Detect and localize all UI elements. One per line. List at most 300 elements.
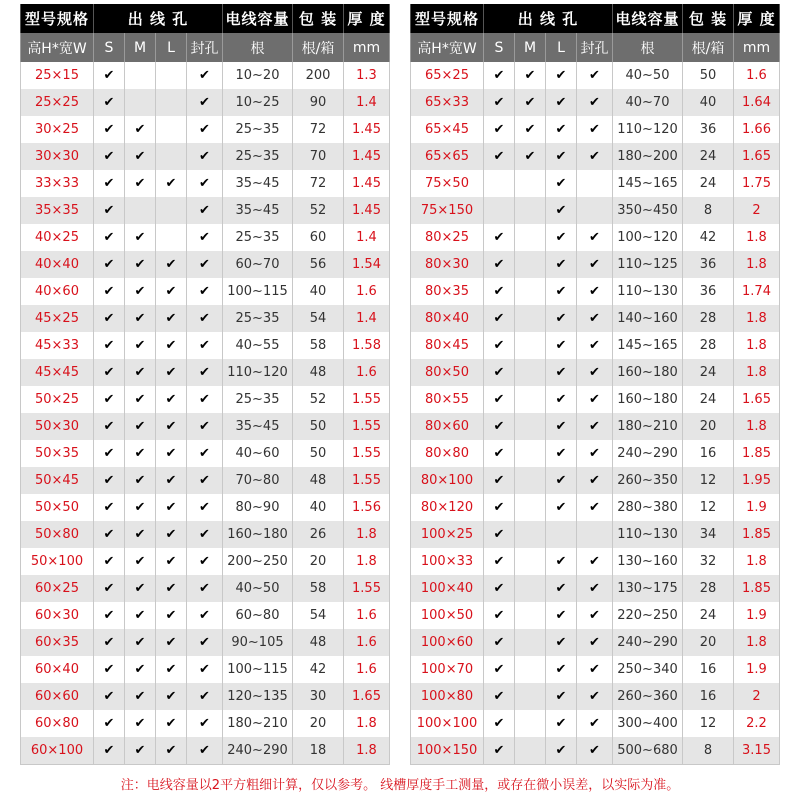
- cell-capacity: 10~20: [223, 62, 293, 89]
- check-icon: ✔: [125, 656, 156, 683]
- subheader-thickness: mm: [344, 33, 390, 62]
- check-icon: ✔: [94, 62, 125, 89]
- table-row: [21, 143, 390, 170]
- cell-packing: 40: [683, 89, 734, 116]
- cell-model: 35×35: [21, 197, 94, 224]
- check-icon: ✔: [125, 278, 156, 305]
- cell-thickness: 1.74: [734, 278, 780, 305]
- cell-thickness: 1.55: [344, 575, 390, 602]
- cell-packing: 54: [293, 602, 344, 629]
- cell-model: 45×25: [21, 305, 94, 332]
- cell-sealed: [577, 197, 613, 224]
- cell-packing: 12: [683, 494, 734, 521]
- check-icon: ✔: [156, 548, 187, 575]
- check-icon: ✔: [156, 467, 187, 494]
- cell-packing: 36: [683, 116, 734, 143]
- check-icon: ✔: [187, 737, 223, 764]
- cell-outlet-m: [515, 386, 546, 413]
- table-row: [411, 359, 780, 386]
- check-icon: ✔: [577, 386, 613, 413]
- cell-model: 40×60: [21, 278, 94, 305]
- check-icon: ✔: [125, 629, 156, 656]
- spec-table-left: [20, 4, 390, 765]
- cell-model: 60×30: [21, 602, 94, 629]
- cell-thickness: 1.4: [344, 305, 390, 332]
- cell-sealed: [577, 170, 613, 197]
- check-icon: ✔: [187, 494, 223, 521]
- table-row: [411, 467, 780, 494]
- cell-packing: 200: [293, 62, 344, 89]
- check-icon: ✔: [187, 197, 223, 224]
- check-icon: ✔: [94, 521, 125, 548]
- cell-model: 40×40: [21, 251, 94, 278]
- subheader-thickness: mm: [734, 33, 780, 62]
- cell-thickness: 1.9: [734, 494, 780, 521]
- cell-thickness: 1.8: [734, 305, 780, 332]
- table-row: [21, 575, 390, 602]
- cell-outlet-l: [156, 62, 187, 89]
- cell-thickness: 1.65: [734, 386, 780, 413]
- check-icon: ✔: [546, 656, 577, 683]
- header-packing: 包 装: [683, 4, 734, 33]
- table-row: [411, 143, 780, 170]
- check-icon: ✔: [94, 116, 125, 143]
- cell-capacity: 250~340: [613, 656, 683, 683]
- cell-model: 80×40: [411, 305, 484, 332]
- table-row: [21, 737, 390, 764]
- cell-packing: 54: [293, 305, 344, 332]
- cell-thickness: 1.55: [344, 386, 390, 413]
- cell-outlet-m: [515, 413, 546, 440]
- cell-model: 30×25: [21, 116, 94, 143]
- cell-outlet-m: [515, 332, 546, 359]
- check-icon: ✔: [156, 278, 187, 305]
- check-icon: ✔: [484, 737, 515, 764]
- cell-outlet-m: [515, 170, 546, 197]
- cell-capacity: 160~180: [223, 521, 293, 548]
- cell-packing: 20: [293, 710, 344, 737]
- cell-packing: 48: [293, 629, 344, 656]
- cell-model: 100×100: [411, 710, 484, 737]
- cell-capacity: 110~130: [613, 521, 683, 548]
- cell-capacity: 200~250: [223, 548, 293, 575]
- cell-model: 50×35: [21, 440, 94, 467]
- cell-packing: 20: [683, 629, 734, 656]
- cell-model: 100×50: [411, 602, 484, 629]
- subheader-l: L: [546, 33, 577, 62]
- cell-capacity: 240~290: [223, 737, 293, 764]
- subheader-m: M: [125, 33, 156, 62]
- table-row: [21, 413, 390, 440]
- cell-thickness: 1.8: [734, 224, 780, 251]
- cell-thickness: 1.45: [344, 197, 390, 224]
- check-icon: ✔: [187, 386, 223, 413]
- subheader-packing: 根/箱: [683, 33, 734, 62]
- check-icon: ✔: [187, 143, 223, 170]
- check-icon: ✔: [546, 386, 577, 413]
- check-icon: ✔: [484, 710, 515, 737]
- check-icon: ✔: [187, 278, 223, 305]
- header-outlet-holes: 出 线 孔: [484, 4, 613, 33]
- check-icon: ✔: [94, 467, 125, 494]
- check-icon: ✔: [577, 224, 613, 251]
- table-row: [21, 359, 390, 386]
- check-icon: ✔: [577, 251, 613, 278]
- cell-model: 60×40: [21, 656, 94, 683]
- cell-outlet-s: [484, 170, 515, 197]
- cell-outlet-m: [515, 602, 546, 629]
- cell-outlet-m: [125, 62, 156, 89]
- check-icon: ✔: [94, 251, 125, 278]
- check-icon: ✔: [546, 629, 577, 656]
- cell-packing: 8: [683, 197, 734, 224]
- check-icon: ✔: [577, 683, 613, 710]
- check-icon: ✔: [484, 440, 515, 467]
- cell-packing: 12: [683, 710, 734, 737]
- table-row: [21, 62, 390, 89]
- check-icon: ✔: [94, 197, 125, 224]
- check-icon: ✔: [187, 548, 223, 575]
- check-icon: ✔: [484, 548, 515, 575]
- header-thickness: 厚 度: [344, 4, 390, 33]
- check-icon: ✔: [577, 62, 613, 89]
- cell-packing: 16: [683, 440, 734, 467]
- check-icon: ✔: [484, 305, 515, 332]
- table-row: [21, 197, 390, 224]
- cell-thickness: 1.8: [344, 737, 390, 764]
- cell-outlet-m: [515, 305, 546, 332]
- cell-capacity: 25~35: [223, 143, 293, 170]
- cell-outlet-m: [515, 575, 546, 602]
- check-icon: ✔: [484, 332, 515, 359]
- cell-capacity: 110~120: [223, 359, 293, 386]
- subheader-sealed: 封孔: [187, 33, 223, 62]
- table-row: [21, 305, 390, 332]
- table-row: [411, 737, 780, 764]
- cell-model: 60×25: [21, 575, 94, 602]
- check-icon: ✔: [187, 521, 223, 548]
- cell-capacity: 350~450: [613, 197, 683, 224]
- table-row: [411, 413, 780, 440]
- cell-outlet-l: [156, 224, 187, 251]
- check-icon: ✔: [125, 413, 156, 440]
- cell-packing: 48: [293, 359, 344, 386]
- check-icon: ✔: [187, 683, 223, 710]
- table-row: [21, 251, 390, 278]
- cell-outlet-m: [515, 359, 546, 386]
- cell-capacity: 160~180: [613, 359, 683, 386]
- check-icon: ✔: [125, 332, 156, 359]
- check-icon: ✔: [577, 440, 613, 467]
- check-icon: ✔: [546, 278, 577, 305]
- table-row: [21, 332, 390, 359]
- subheader-model: 高H*宽W: [21, 33, 94, 62]
- table-row: [411, 116, 780, 143]
- cell-capacity: 110~130: [613, 278, 683, 305]
- cell-outlet-m: [515, 467, 546, 494]
- cell-capacity: 260~350: [613, 467, 683, 494]
- cell-capacity: 70~80: [223, 467, 293, 494]
- check-icon: ✔: [484, 89, 515, 116]
- cell-outlet-m: [515, 629, 546, 656]
- cell-packing: 16: [683, 656, 734, 683]
- check-icon: ✔: [156, 332, 187, 359]
- cell-packing: 28: [683, 332, 734, 359]
- cell-capacity: 100~115: [223, 278, 293, 305]
- cell-model: 60×100: [21, 737, 94, 764]
- check-icon: ✔: [156, 521, 187, 548]
- check-icon: ✔: [577, 467, 613, 494]
- check-icon: ✔: [156, 494, 187, 521]
- table-row: [21, 629, 390, 656]
- cell-thickness: 1.85: [734, 440, 780, 467]
- check-icon: ✔: [187, 89, 223, 116]
- check-icon: ✔: [156, 629, 187, 656]
- cell-packing: 34: [683, 521, 734, 548]
- cell-thickness: 1.45: [344, 116, 390, 143]
- subheader-model: 高H*宽W: [411, 33, 484, 62]
- cell-packing: 36: [683, 278, 734, 305]
- cell-model: 80×80: [411, 440, 484, 467]
- cell-outlet-m: [515, 683, 546, 710]
- cell-packing: 24: [683, 602, 734, 629]
- cell-model: 100×80: [411, 683, 484, 710]
- cell-thickness: 1.8: [734, 251, 780, 278]
- check-icon: ✔: [546, 143, 577, 170]
- cell-thickness: 1.45: [344, 143, 390, 170]
- header-row-titles: [21, 4, 390, 33]
- check-icon: ✔: [125, 467, 156, 494]
- check-icon: ✔: [577, 305, 613, 332]
- cell-thickness: 1.45: [344, 170, 390, 197]
- table-row: [21, 170, 390, 197]
- table-row: [411, 278, 780, 305]
- cell-capacity: 110~125: [613, 251, 683, 278]
- cell-outlet-m: [515, 656, 546, 683]
- table-row: [21, 440, 390, 467]
- cell-capacity: 25~35: [223, 305, 293, 332]
- check-icon: ✔: [94, 143, 125, 170]
- check-icon: ✔: [156, 413, 187, 440]
- cell-model: 50×45: [21, 467, 94, 494]
- check-icon: ✔: [484, 494, 515, 521]
- cell-packing: 56: [293, 251, 344, 278]
- cell-packing: 90: [293, 89, 344, 116]
- check-icon: ✔: [94, 170, 125, 197]
- cell-capacity: 60~80: [223, 602, 293, 629]
- check-icon: ✔: [577, 278, 613, 305]
- cell-capacity: 90~105: [223, 629, 293, 656]
- cell-packing: 32: [683, 548, 734, 575]
- table-row: [411, 521, 780, 548]
- cell-capacity: 240~290: [613, 629, 683, 656]
- check-icon: ✔: [125, 602, 156, 629]
- check-icon: ✔: [125, 710, 156, 737]
- check-icon: ✔: [94, 413, 125, 440]
- check-icon: ✔: [484, 386, 515, 413]
- cell-thickness: 1.9: [734, 602, 780, 629]
- check-icon: ✔: [156, 683, 187, 710]
- cell-packing: 40: [293, 278, 344, 305]
- cell-model: 25×25: [21, 89, 94, 116]
- check-icon: ✔: [94, 440, 125, 467]
- cell-packing: 18: [293, 737, 344, 764]
- cell-model: 60×35: [21, 629, 94, 656]
- check-icon: ✔: [484, 521, 515, 548]
- header-capacity: 电线容量: [223, 4, 293, 33]
- check-icon: ✔: [484, 62, 515, 89]
- cell-outlet-m: [515, 494, 546, 521]
- footnote: 注：电线容量以2平方粗细计算，仅以参考。 线槽厚度手工测量，或存在微小误差，以实际为准。: [120, 778, 680, 793]
- cell-thickness: 2: [734, 197, 780, 224]
- cell-packing: 24: [683, 143, 734, 170]
- cell-thickness: 1.8: [734, 332, 780, 359]
- subheader-s: S: [484, 33, 515, 62]
- check-icon: ✔: [577, 359, 613, 386]
- cell-capacity: 145~165: [613, 170, 683, 197]
- check-icon: ✔: [187, 413, 223, 440]
- check-icon: ✔: [484, 224, 515, 251]
- check-icon: ✔: [484, 278, 515, 305]
- header-outlet-holes: 出 线 孔: [94, 4, 223, 33]
- cell-capacity: 280~380: [613, 494, 683, 521]
- check-icon: ✔: [577, 575, 613, 602]
- check-icon: ✔: [94, 602, 125, 629]
- cell-capacity: 300~400: [613, 710, 683, 737]
- cell-packing: 42: [293, 656, 344, 683]
- table-row: [411, 62, 780, 89]
- check-icon: ✔: [156, 386, 187, 413]
- cell-model: 75×50: [411, 170, 484, 197]
- check-icon: ✔: [577, 143, 613, 170]
- cell-packing: 48: [293, 467, 344, 494]
- cell-thickness: 1.64: [734, 89, 780, 116]
- check-icon: ✔: [515, 116, 546, 143]
- check-icon: ✔: [484, 602, 515, 629]
- table-row: [21, 386, 390, 413]
- cell-model: 65×65: [411, 143, 484, 170]
- check-icon: ✔: [577, 710, 613, 737]
- check-icon: ✔: [546, 575, 577, 602]
- cell-outlet-l: [156, 197, 187, 224]
- cell-model: 45×45: [21, 359, 94, 386]
- cell-model: 80×35: [411, 278, 484, 305]
- cell-outlet-m: [125, 197, 156, 224]
- table-row: [411, 170, 780, 197]
- check-icon: ✔: [187, 305, 223, 332]
- cell-outlet-l: [156, 143, 187, 170]
- cell-outlet-l: [546, 521, 577, 548]
- cell-thickness: 1.54: [344, 251, 390, 278]
- cell-thickness: 1.8: [344, 710, 390, 737]
- cell-thickness: 1.6: [344, 359, 390, 386]
- cell-model: 100×25: [411, 521, 484, 548]
- check-icon: ✔: [187, 62, 223, 89]
- table-row: [411, 656, 780, 683]
- cell-model: 25×15: [21, 62, 94, 89]
- cell-thickness: 1.6: [344, 656, 390, 683]
- cell-packing: 72: [293, 116, 344, 143]
- check-icon: ✔: [94, 710, 125, 737]
- cell-outlet-m: [515, 737, 546, 764]
- check-icon: ✔: [94, 89, 125, 116]
- table-row: [411, 629, 780, 656]
- cell-outlet-m: [515, 710, 546, 737]
- check-icon: ✔: [546, 494, 577, 521]
- cell-packing: 50: [293, 440, 344, 467]
- subheader-sealed: 封孔: [577, 33, 613, 62]
- cell-capacity: 500~680: [613, 737, 683, 764]
- check-icon: ✔: [156, 737, 187, 764]
- check-icon: ✔: [94, 656, 125, 683]
- cell-packing: 8: [683, 737, 734, 764]
- check-icon: ✔: [546, 359, 577, 386]
- check-icon: ✔: [187, 170, 223, 197]
- cell-outlet-l: [156, 89, 187, 116]
- cell-thickness: 1.66: [734, 116, 780, 143]
- check-icon: ✔: [515, 89, 546, 116]
- check-icon: ✔: [187, 467, 223, 494]
- check-icon: ✔: [94, 683, 125, 710]
- spec-table-right: [410, 4, 780, 765]
- cell-thickness: 1.58: [344, 332, 390, 359]
- check-icon: ✔: [187, 332, 223, 359]
- table-row: [411, 710, 780, 737]
- cell-capacity: 110~120: [613, 116, 683, 143]
- check-icon: ✔: [577, 332, 613, 359]
- cell-capacity: 35~45: [223, 413, 293, 440]
- cell-model: 100×40: [411, 575, 484, 602]
- cell-capacity: 130~160: [613, 548, 683, 575]
- cell-model: 40×25: [21, 224, 94, 251]
- cell-packing: 72: [293, 170, 344, 197]
- cell-packing: 28: [683, 575, 734, 602]
- cell-model: 100×33: [411, 548, 484, 575]
- table-row: [21, 494, 390, 521]
- table-row: [21, 278, 390, 305]
- check-icon: ✔: [94, 332, 125, 359]
- check-icon: ✔: [94, 386, 125, 413]
- check-icon: ✔: [484, 467, 515, 494]
- check-icon: ✔: [577, 656, 613, 683]
- cell-packing: 58: [293, 332, 344, 359]
- cell-model: 33×33: [21, 170, 94, 197]
- check-icon: ✔: [546, 737, 577, 764]
- check-icon: ✔: [125, 386, 156, 413]
- cell-capacity: 180~200: [613, 143, 683, 170]
- cell-capacity: 25~35: [223, 386, 293, 413]
- cell-packing: 58: [293, 575, 344, 602]
- cell-capacity: 120~135: [223, 683, 293, 710]
- cell-packing: 52: [293, 197, 344, 224]
- table-row: [21, 116, 390, 143]
- cell-capacity: 180~210: [613, 413, 683, 440]
- check-icon: ✔: [156, 656, 187, 683]
- table-row: [21, 467, 390, 494]
- cell-thickness: 1.8: [344, 548, 390, 575]
- cell-thickness: 1.6: [344, 602, 390, 629]
- cell-packing: 42: [683, 224, 734, 251]
- check-icon: ✔: [577, 494, 613, 521]
- cell-outlet-m: [515, 197, 546, 224]
- cell-packing: 70: [293, 143, 344, 170]
- cell-model: 60×60: [21, 683, 94, 710]
- cell-thickness: 3.15: [734, 737, 780, 764]
- check-icon: ✔: [577, 602, 613, 629]
- cell-thickness: 1.6: [344, 629, 390, 656]
- subheader-capacity: 根: [223, 33, 293, 62]
- cell-packing: 50: [293, 413, 344, 440]
